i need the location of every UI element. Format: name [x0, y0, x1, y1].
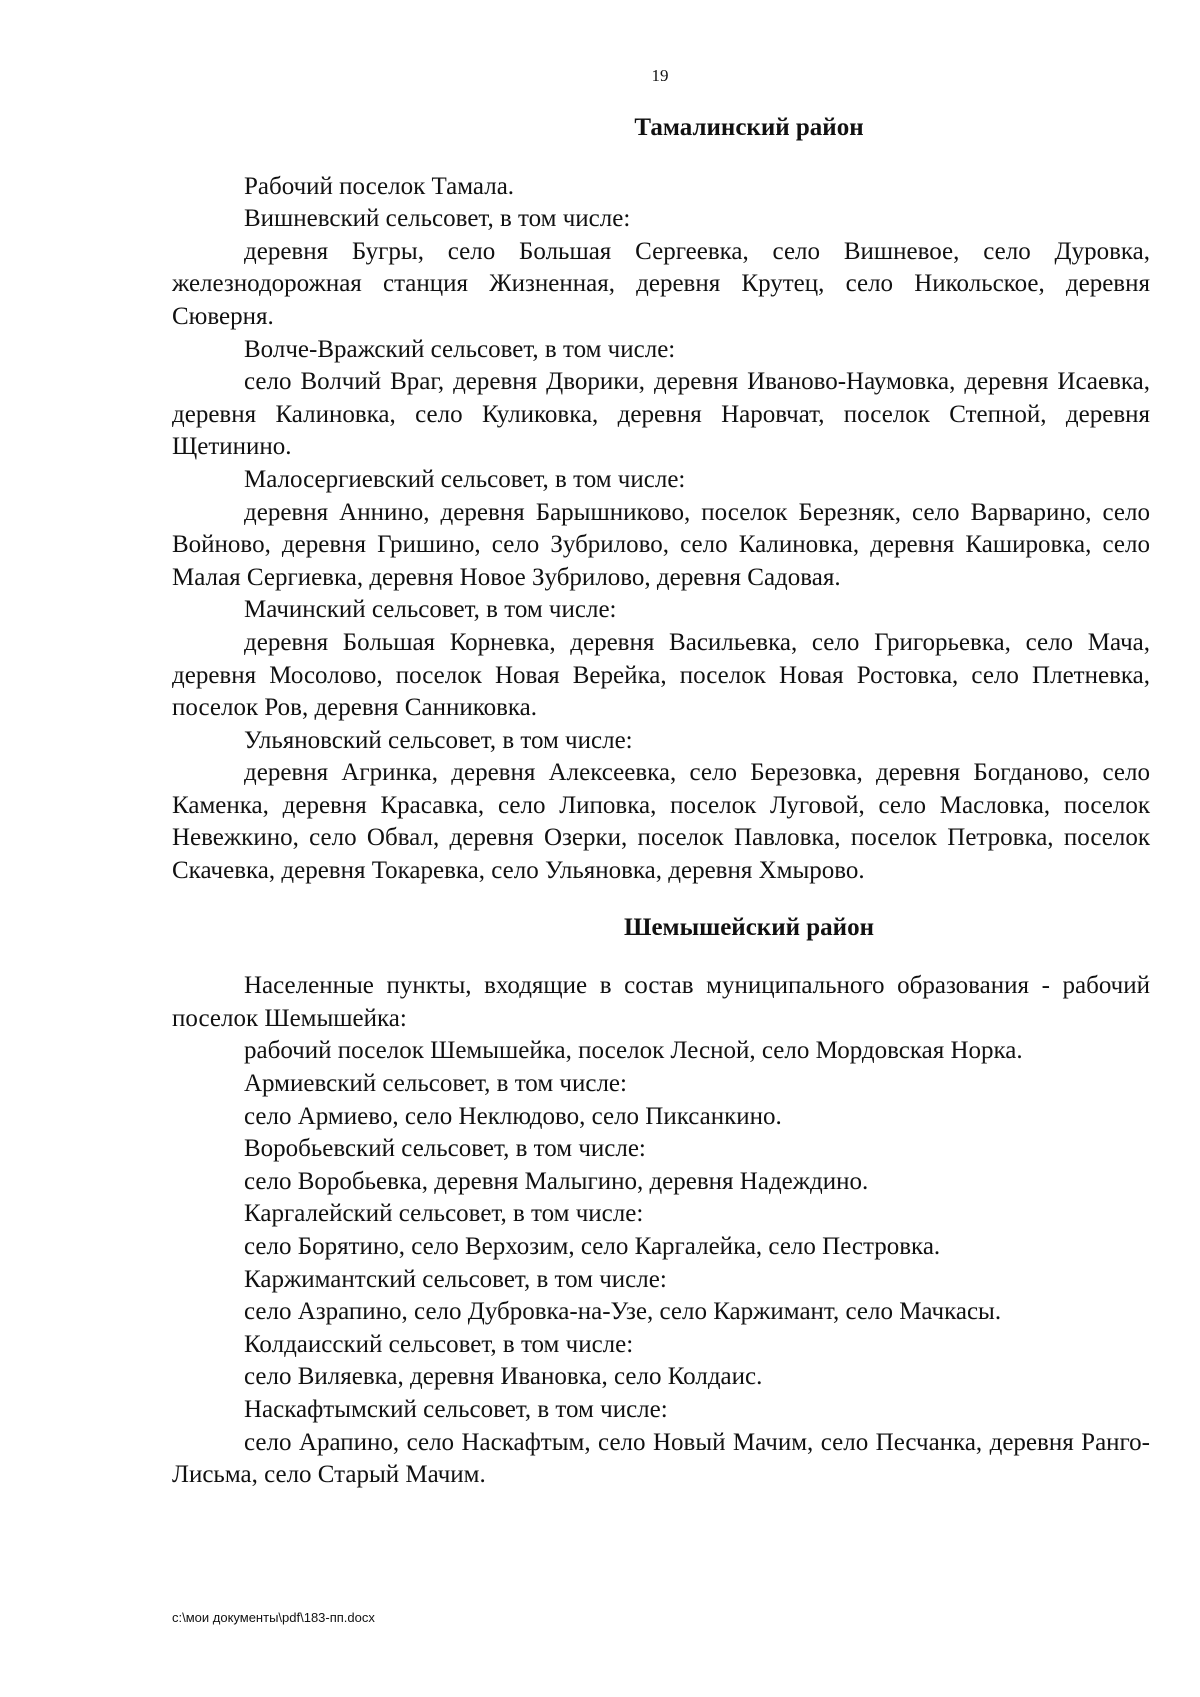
- paragraph: деревня Аннино, деревня Барышниково, поселок Березняк, село Варварино, село Войново, деревня Гришино, село Зубрилово, село Калиновка, деревня Кашировка, село Малая Сергиевка, деревня Новое Зубрилово, деревня Садовая.: [172, 498, 1150, 591]
- paragraph: село Азрапино, село Дубровка-на-Узе, село Каржимант, село Мачкасы.: [244, 1298, 1002, 1326]
- paragraph: Населенные пункты, входящие в состав муниципального образования - рабочий поселок Шемышейка:: [172, 972, 1150, 1032]
- page-number: 19: [651, 66, 669, 85]
- paragraph: Каргалейский сельсовет, в том числе:: [244, 1200, 644, 1228]
- paragraph: Вишневский сельсовет, в том числе:: [244, 205, 631, 233]
- paragraph: Армиевский сельсовет, в том числе:: [244, 1070, 627, 1098]
- paragraph: Воробьевский сельсовет, в том числе:: [244, 1135, 646, 1163]
- footer-file-path: c:\мои документы\pdf\183-пп.docx: [172, 1610, 375, 1625]
- paragraph: село Воробьевка, деревня Малыгино, деревня Надеждино.: [244, 1167, 869, 1195]
- document-body: [172, 112, 1150, 1492]
- paragraph: Мачинский сельсовет, в том числе:: [244, 596, 617, 624]
- section-title-shemysheyka: Шемышейский район: [624, 913, 874, 941]
- paragraph: Волче-Вражский сельсовет, в том числе:: [244, 335, 676, 363]
- paragraph: Ульяновский сельсовет, в том числе:: [244, 726, 633, 754]
- paragraph: рабочий поселок Шемышейка, поселок Лесной, село Мордовская Норка.: [244, 1037, 1023, 1065]
- paragraph: Рабочий поселок Тамала.: [244, 172, 515, 200]
- paragraph: село Виляевка, деревня Ивановка, село Колдаис.: [244, 1363, 763, 1391]
- paragraph: село Армиево, село Неклюдово, село Пиксанкино.: [244, 1102, 782, 1130]
- paragraph: Колдаисский сельсовет, в том числе:: [244, 1330, 634, 1358]
- paragraph: деревня Большая Корневка, деревня Васильевка, село Григорьевка, село Мача, деревня Мосолово, поселок Новая Верейка, поселок Новая Ростовка, село Плетневка, поселок Ров, деревня Санниковка.: [172, 628, 1150, 722]
- paragraph: Наскафтымский сельсовет, в том числе:: [244, 1395, 668, 1423]
- paragraph: Малосергиевский сельсовет, в том числе:: [244, 465, 686, 493]
- paragraph: Каржимантский сельсовет, в том числе:: [244, 1265, 667, 1293]
- paragraph: село Арапино, село Наскафтым, село Новый Мачим, село Песчанка, деревня Ранго-Лисьма, село Старый Мачим.: [172, 1428, 1150, 1489]
- section-title-tamala: Тамалинский район: [634, 114, 864, 141]
- paragraph: деревня Бугры, село Большая Сергеевка, село Вишневое, село Дуровка, железнодорожная станция Жизненная, деревня Крутец, село Никольское, деревня Сюверня.: [172, 237, 1150, 330]
- paragraph: село Волчий Враг, деревня Дворики, деревня Иваново-Наумовка, деревня Исаевка, деревня Калиновка, село Куликовка, деревня Наровчат, поселок Степной, деревня Щетинино.: [172, 368, 1150, 461]
- paragraph: деревня Агринка, деревня Алексеевка, село Березовка, деревня Богданово, село Каменка, деревня Красавка, село Липовка, поселок Луговой, село Масловка, поселок Невежкино, село Обвал, деревня Озерки, поселок Павловка, поселок Петровка, поселок Скачевка, деревня Токаревка, село Ульяновка, деревня Хмырово.: [172, 759, 1150, 885]
- paragraph: село Борятино, село Верхозим, село Каргалейка, село Пестровка.: [244, 1233, 941, 1260]
